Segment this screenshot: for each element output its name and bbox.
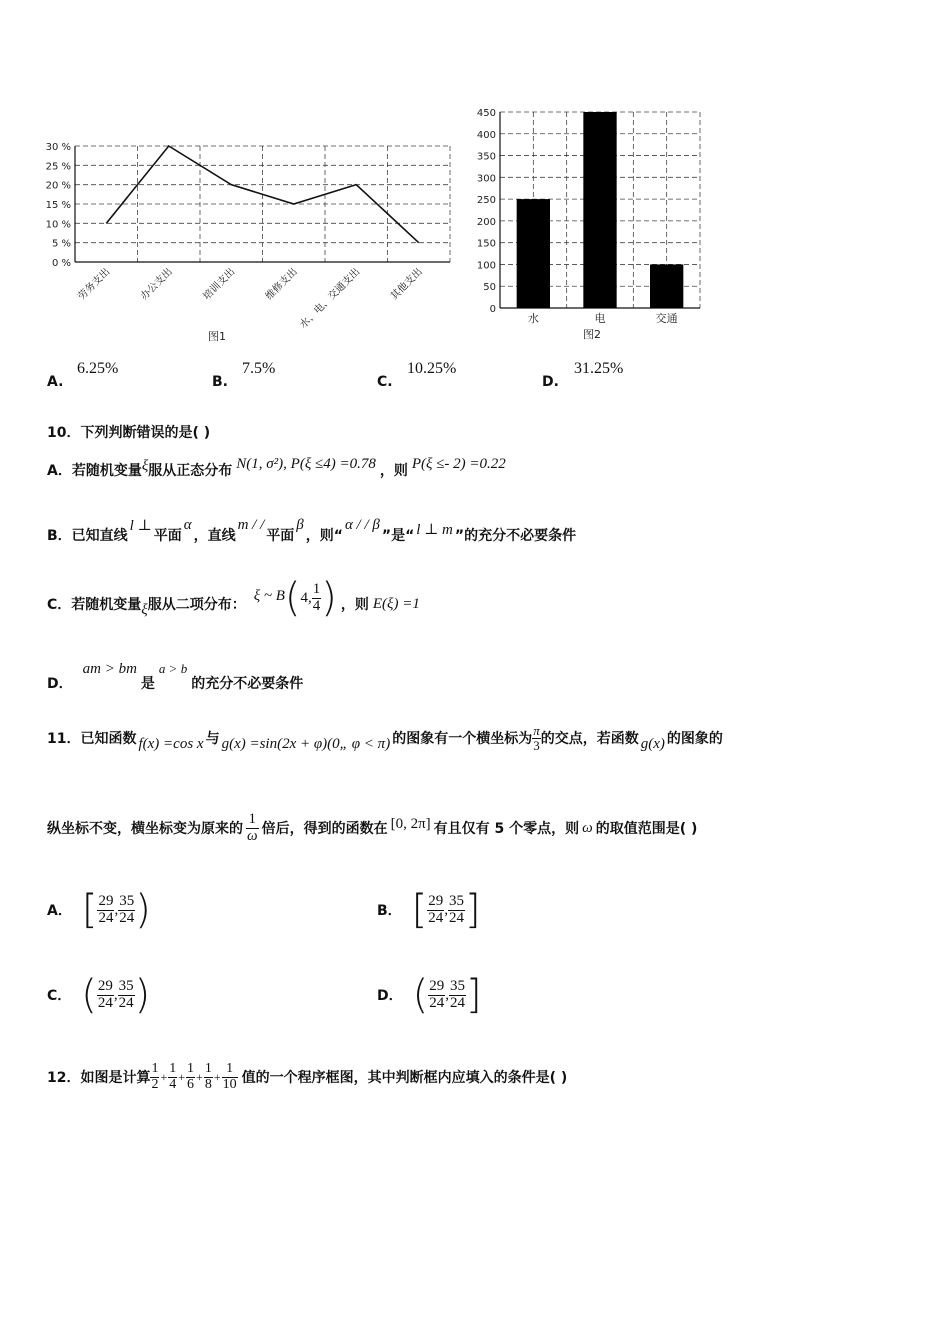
x-tick-label: 交通	[655, 312, 678, 325]
y-tick-label: 300	[476, 173, 496, 185]
q11-line1: 11．已知函数 f(x) =cos x 与 g(x) =sin(2x + φ)(0„ φ < π) 的图象有一个横坐标为 $\frac{\pi}{3}$ 的交点，若函数 g(x) 的图象的	[47, 722, 723, 753]
y-tick-label: 0	[489, 304, 496, 315]
y-tick-label: 15 %	[45, 200, 71, 211]
x-tick-label: 其他支出	[388, 266, 425, 303]
q11-line2: 纵坐标不变，横坐标变为原来的 $\frac{1}{\omega}$ 倍后，得到的函数在 [0, 2π] 有且仅有 5 个零点，则 ω 的取值范围是( )	[47, 810, 698, 844]
y-tick-label: 5 %	[51, 238, 71, 250]
y-tick-label: 450	[476, 108, 496, 119]
q10-option-c: C． 若随机变量 ξ 服从二项分布： ξ ~ B ( 4, $\frac{1}{4}$ ) ，则 E(ξ) =1	[47, 575, 420, 621]
bar-chart-y-ticks	[477, 108, 496, 315]
option-label: A.	[47, 374, 64, 390]
y-tick-label: 50	[483, 282, 496, 294]
bar-chart-title: 图2	[583, 328, 601, 341]
x-tick-label: 办公支出	[138, 266, 175, 303]
q11-option-b: B． [ $\frac{29}{24}$ , $\frac{35}{24}$ ]	[377, 887, 481, 933]
q9-option-b	[212, 360, 362, 392]
bar	[583, 112, 616, 308]
x-tick-label: 电	[594, 312, 606, 325]
y-tick-label: 30 %	[45, 142, 71, 153]
q12-line: 12．如图是计算 $\frac{1}{2}$ + $\frac{1}{4}$ + $\frac{1}{6}$ + $\frac{1}{8}$ + $\frac{1}{10}$ 值的一个程序框图，其中判断框内应填入的条件是( )	[47, 1060, 568, 1092]
q11-option-a: A． [ $\frac{29}{24}$ , $\frac{35}{24}$ )	[47, 887, 151, 933]
y-tick-label: 25 %	[45, 161, 71, 173]
option-value: 31.25%	[574, 360, 624, 377]
y-tick-label: 100	[476, 260, 496, 272]
option-label: B.	[212, 374, 228, 390]
line-chart-title: 图1	[208, 330, 226, 343]
q9-option-c	[377, 360, 527, 392]
option-value: 6.25%	[77, 360, 119, 377]
y-tick-label: 350	[476, 151, 496, 163]
bar-chart-x-ticks	[528, 311, 678, 325]
x-tick-label: 水	[527, 312, 539, 325]
y-tick-label: 250	[476, 195, 496, 207]
x-tick-label: 维修支出	[263, 266, 300, 303]
bar-chart-bars	[517, 112, 684, 308]
option-value: 7.5%	[242, 360, 276, 377]
q11-option-d: D． ( $\frac{29}{24}$ , $\frac{35}{24}$ ]	[377, 972, 482, 1018]
y-tick-label: 20 %	[45, 180, 71, 192]
y-tick-label: 200	[476, 216, 496, 228]
x-tick-label: 劳务支出	[76, 266, 113, 303]
bar	[517, 199, 550, 308]
option-label: D.	[542, 374, 559, 390]
q9-option-d	[542, 360, 692, 392]
line-chart	[30, 130, 470, 350]
option-value: 10.25%	[407, 360, 457, 377]
q10-title: 10．下列判断错误的是( )	[47, 425, 211, 441]
q11-option-c: C． ( $\frac{29}{24}$ , $\frac{35}{24}$ )	[47, 972, 151, 1018]
y-tick-label: 400	[476, 129, 496, 141]
bar	[650, 264, 683, 308]
option-label: C.	[377, 374, 393, 390]
q9-option-a	[47, 360, 197, 392]
y-tick-label: 0 %	[51, 258, 71, 269]
line-chart-x-ticks	[75, 265, 425, 331]
q10-option-a: A． 若随机变量 ξ 服从正态分布 N(1, σ²), P(ξ ≤4) =0.78 ，则 P(ξ ≤- 2) =0.22	[47, 455, 506, 479]
x-tick-label: 培训支出	[201, 266, 238, 303]
line-chart-grid	[75, 146, 450, 262]
q10-option-d: D． am > bm 是 a > b 的充分不必要条件	[47, 660, 304, 692]
q10-option-b: B． 已知直线 l ⊥ 平面 α ，直线 m / / 平面 β ，则“ α / / β ”是“ l ⊥ m ”的充分不必要条件	[47, 516, 577, 544]
y-tick-label: 150	[476, 238, 496, 250]
x-tick-label: 水、电、交通支出	[298, 266, 363, 331]
bar-chart	[470, 102, 720, 342]
y-tick-label: 10 %	[45, 219, 71, 231]
line-chart-y-ticks	[46, 142, 71, 269]
